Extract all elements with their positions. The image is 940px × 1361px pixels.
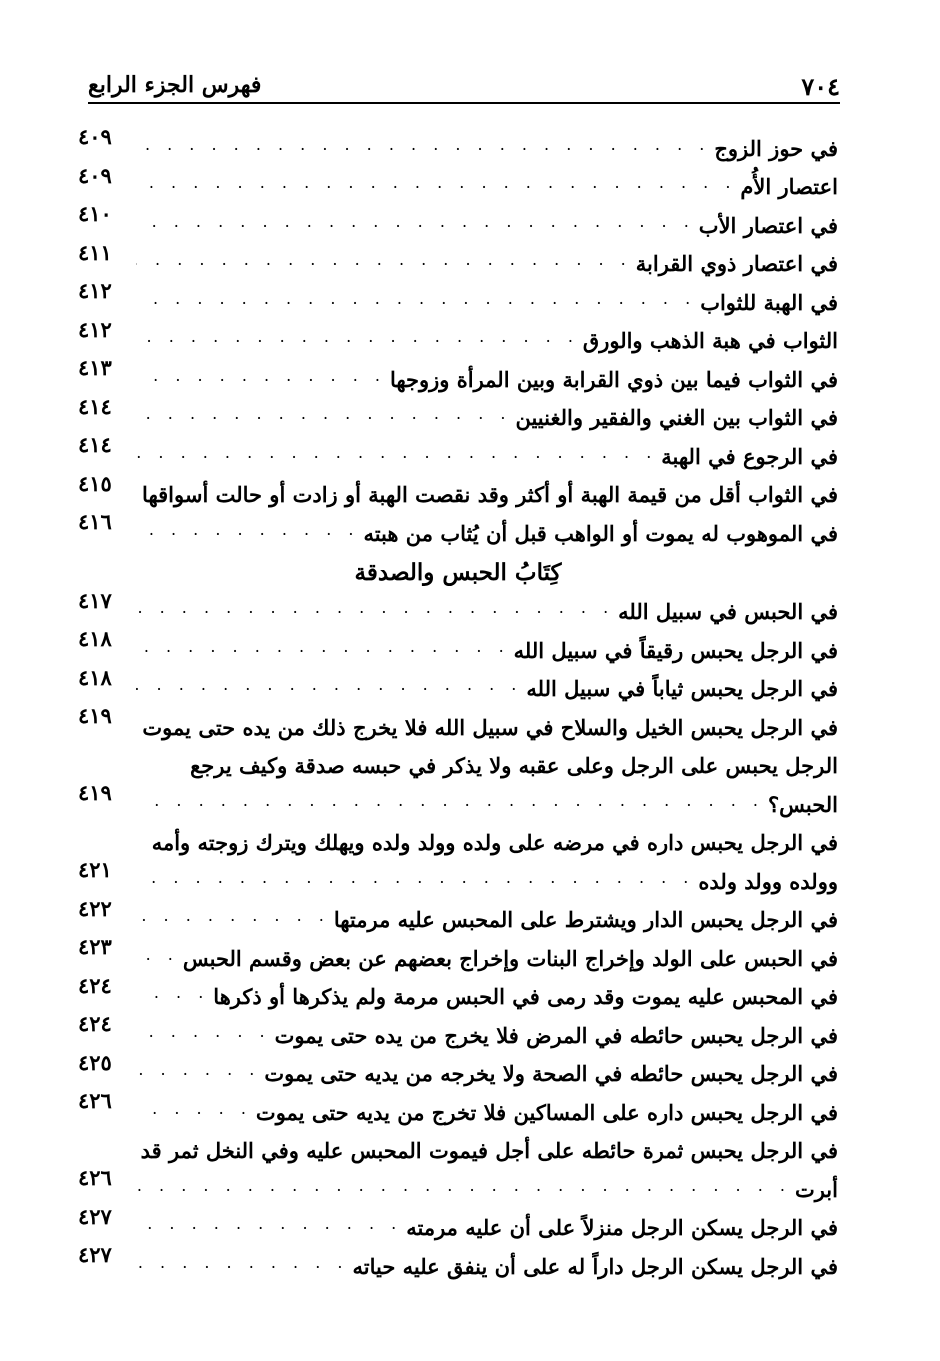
toc-entry-page: ٤٢٧ [78,1242,112,1267]
toc-entry [78,122,838,161]
toc-entry-title: في الرجل يسكن الرجل منزلاً على أن عليه مرمته [406,1215,838,1240]
leader-dots [136,675,522,695]
toc-entry-page: ٤٢٧ [78,1203,112,1229]
toc-entry [78,701,838,740]
toc-entry-title: في الرجل يحبس رقيقاً في سبيل الله [513,637,838,663]
toc-entry [78,507,838,546]
toc-entry-title: في الرجل يسكن الرجل داراً له على أن ينفق عليه حياته [352,1253,838,1279]
toc-entry [78,161,838,200]
leader-dots [136,481,138,501]
leader-dots [136,637,510,657]
toc-entry-page: ٤١٤ [78,432,112,457]
toc-entry [78,392,838,431]
toc-entry-page: ٤١١ [78,239,112,265]
toc-entry [78,469,838,508]
leader-dots [136,1176,791,1196]
toc-entry-page: ٤١٩ [78,703,112,728]
leader-dots [136,250,632,270]
toc-entry-title: في الثواب فيما بين ذوي القرابة وبين المرأة وزوجها [389,366,838,392]
toc-entry-title: في المحبس عليه يموت وقد رمى في الحبس مرمة ولم يذكرها أو ذكرها [213,984,838,1009]
toc-entry-title: في حوز الزوج [714,135,838,161]
toc-entry-page: ٤١٤ [78,393,112,419]
toc-entry-page: ٤٢٦ [78,1088,112,1113]
toc-entry-page: ٤١٢ [78,278,112,303]
toc-entry [78,971,838,1010]
leader-dots [136,983,209,1003]
toc-entry-title: أبرت [794,1176,838,1202]
toc-entry [78,276,838,315]
toc-entry-continued [78,817,838,856]
leader-dots [136,1022,271,1042]
toc-entry [78,1202,838,1241]
toc-entry [78,1240,838,1279]
leader-dots [136,1099,252,1119]
toc-entry-page: ٤٢٦ [78,1165,112,1190]
toc-entry [78,855,838,894]
toc-entry [78,932,838,971]
toc-entry-page: ٤٢١ [78,857,112,882]
section-heading [78,546,838,586]
toc-entry-title: في الثواب بين الغني والفقير والغنيين [515,405,838,430]
page-number: ٧٠٤ [801,72,840,101]
running-title: فهرس الجزء الرابع [88,72,262,98]
toc-entry [78,1009,838,1048]
toc-entry-continued [78,1125,838,1164]
toc-entry-title: في الحبس على الولد وإخراج البنات وإخراج بعضهم عن بعض وقسم الحبس [182,945,838,971]
toc-entry-title: في الرجل يحبس داره في مرضه على ولده وولد ولده ويهلك ويترك زوجته وأمه [151,830,838,855]
toc-entry [78,894,838,933]
toc-entry-title: في الثواب أقل من قيمة الهبة أو أكثر وقد نقصت الهبة أو زادت أو حالت أسواقها [142,482,838,507]
leader-dots [136,906,330,926]
toc-entry-title: في الرجل يحبس حائطه في المرض فلا يخرج من يده حتى يموت [274,1022,838,1048]
leader-dots [136,212,695,232]
leader-dots [136,1060,260,1080]
toc-entry-page: ٤١٠ [78,201,112,226]
leader-dots [136,791,764,811]
toc-entry [78,430,838,469]
toc-entry [78,1086,838,1125]
toc-entry-page: ٤١٧ [78,587,112,613]
toc-entry-page: ٤٢٤ [78,972,112,998]
toc-entry-page: ٤٢٢ [78,895,112,921]
toc-entry-title: في الرجل يحبس الخيل والسلاح في سبيل الله فلا يخرج ذلك من يده حتى يموت [142,714,838,740]
toc-entry-title: في اعتصار الأب [698,212,838,238]
toc-entry-page: ٤١٢ [78,316,112,342]
toc-entry-page: ٤٠٩ [78,124,112,149]
toc-entry-title: وولده وولد ولده [698,868,838,894]
toc-entry-page: ٤١٦ [78,509,112,534]
toc-entry-title: في الرجل يحبس داره على المساكين فلا تخرج من يديه حتى يموت [255,1099,838,1125]
leader-dots [136,868,694,888]
toc-entry [78,624,838,663]
toc-entry-title: في اعتصار ذوي القرابة [635,251,838,276]
toc-entry-title: الحبس؟ [767,791,838,817]
leader-dots [136,520,359,540]
leader-dots [136,1253,348,1273]
toc-entry-page: ٤٠٩ [78,162,112,188]
leader-dots [136,443,657,463]
toc-entry-page: ٤٢٥ [78,1049,112,1075]
toc-entry-title: في الهبة للثواب [700,289,838,315]
table-of-contents [78,122,838,1279]
toc-entry [78,199,838,238]
toc-entry-title: في الرجوع في الهبة [661,443,838,469]
toc-entry-continued [78,740,838,779]
leader-dots [136,135,710,155]
toc-entry-page: ٤٢٤ [78,1011,112,1036]
toc-entry-title: الثواب في هبة الذهب والورق [582,328,838,353]
toc-entry [78,315,838,354]
toc-entry [78,663,838,702]
toc-entry [78,778,838,817]
toc-entry [78,586,838,625]
section-title: كِتَابُ الحبس والصدقة [354,558,562,586]
toc-entry [78,353,838,392]
toc-entry-title: في الرجل يحبس حائطه في الصحة ولا يخرجه من يديه حتى يموت [264,1061,838,1086]
toc-entry-title: الرجل يحبس على الرجل وعلى عقبه ولا يذكر في حبسه صدقة وكيف يرجع [190,753,838,778]
leader-dots [136,598,614,618]
toc-entry [78,1048,838,1087]
leader-dots [136,1214,402,1234]
toc-entry-title: في الموهوب له يموت أو الواهب قبل أن يُثاب من هبته [363,520,838,546]
leader-dots [136,327,579,347]
toc-entry [78,238,838,277]
leader-dots [136,289,696,309]
toc-entry-page: ٤٢٣ [78,934,112,959]
toc-entry [78,1163,838,1202]
toc-entry-page: ٤١٥ [78,470,112,496]
toc-entry-title: في الرجل يحبس ثمرة حائطه على أجل فيموت المحبس عليه وفي النخل ثمر قد [140,1138,838,1163]
leader-dots [136,173,736,193]
page-header [88,66,840,104]
toc-entry-title: في الحبس في سبيل الله [618,599,838,624]
toc-entry-page: ٤١٨ [78,664,112,690]
leader-dots [136,366,386,386]
toc-entry-title: اعتصار الأُم [740,174,838,199]
leader-dots [136,945,179,965]
toc-entry-page: ٤١٣ [78,355,112,380]
leader-dots [136,404,511,424]
toc-entry-page: ٤١٩ [78,780,112,805]
toc-entry-title: في الرجل يحبس الدار ويشترط على المحبس عليه مرمتها [333,907,838,932]
toc-entry-page: ٤١٨ [78,626,112,651]
toc-entry-title: في الرجل يحبس ثياباً في سبيل الله [526,676,838,701]
